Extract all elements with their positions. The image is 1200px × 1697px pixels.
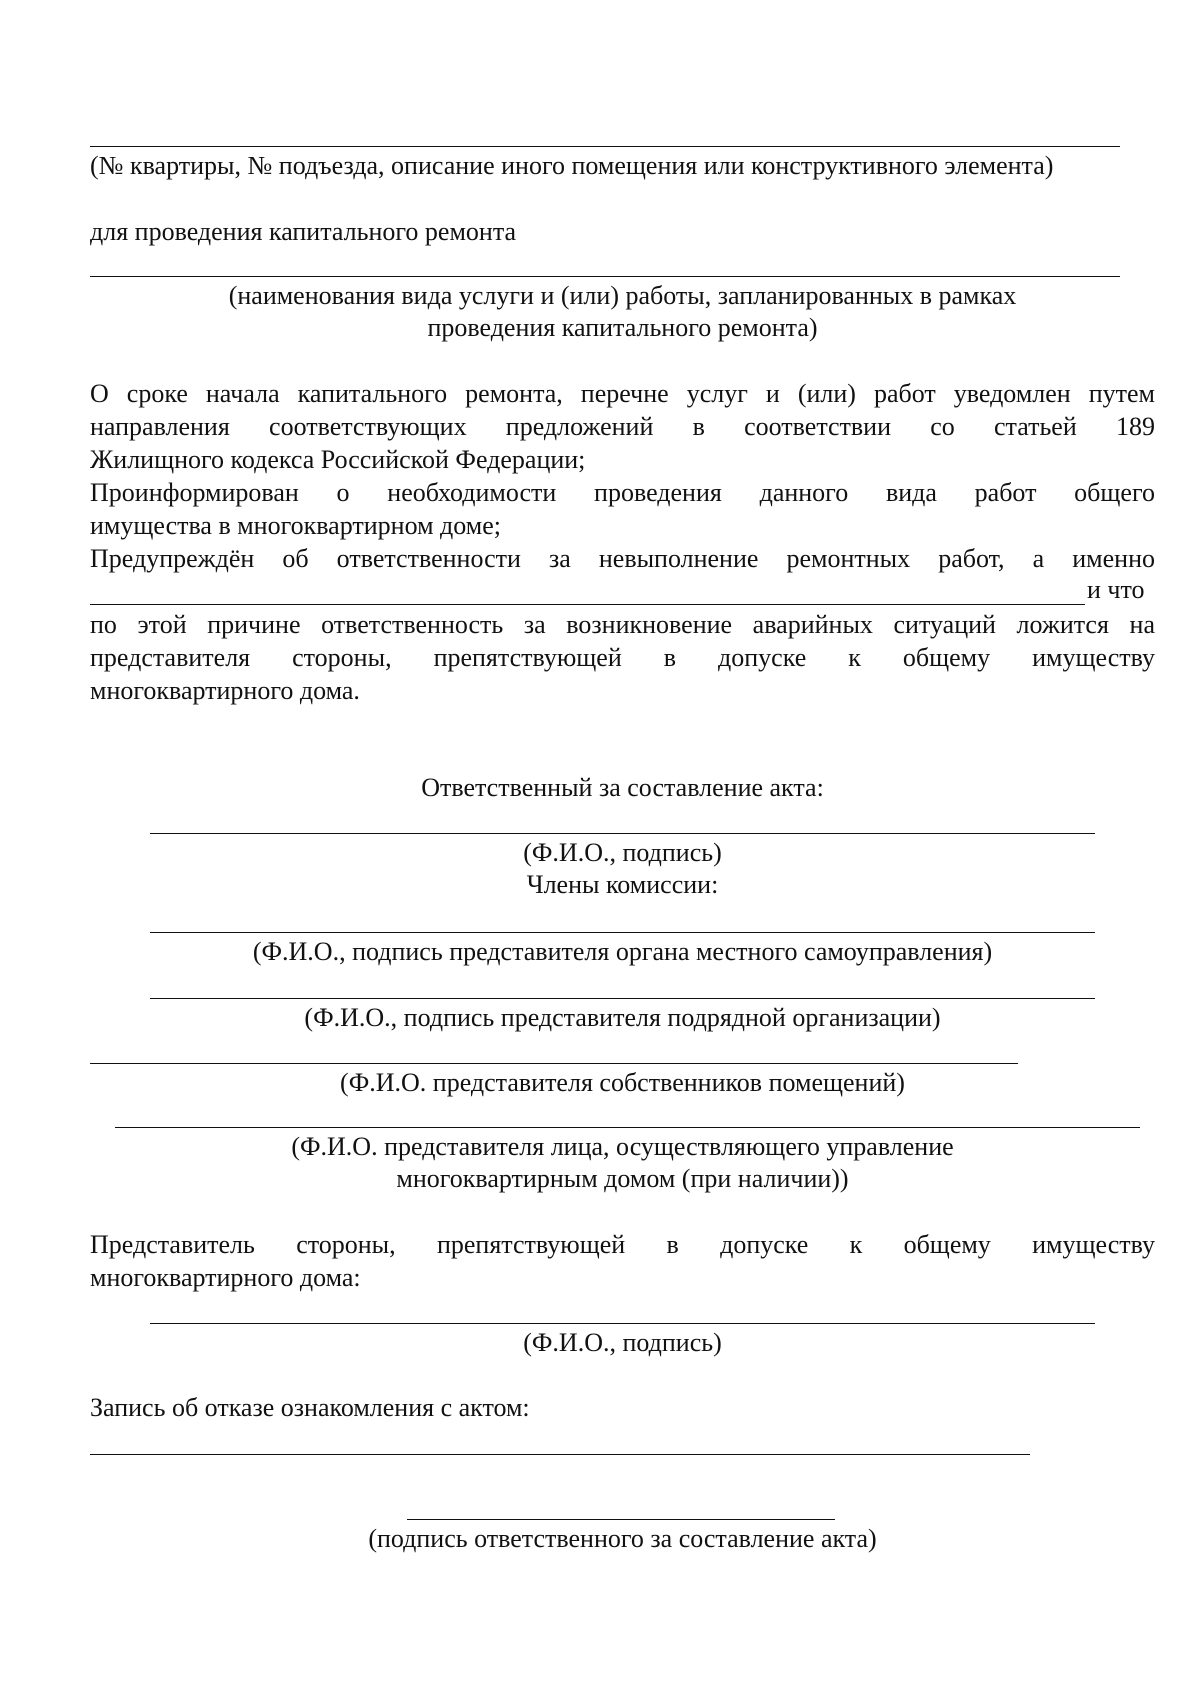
refusal-record-fill-line — [90, 1454, 1030, 1455]
responsible-final-signature-caption: (подпись ответственного за составление акта) — [368, 1524, 877, 1553]
responsible-final-signature-line — [407, 1519, 835, 1520]
service-fill-line — [90, 276, 1120, 277]
contractor-signature-line — [150, 998, 1095, 999]
apartment-fill-line — [90, 146, 1120, 147]
obstructing-party-line2: многоквартирного дома: — [90, 1263, 361, 1292]
local-gov-signature-line — [150, 932, 1095, 933]
warned-suffix: и что — [1087, 575, 1145, 604]
obstructing-party-fio-caption: (Ф.И.О., подпись) — [523, 1328, 722, 1357]
informed-paragraph-line2: имущества в многоквартирном доме; — [90, 511, 501, 540]
refusal-record-label: Запись об отказе ознакомления с актом: — [90, 1393, 530, 1422]
notification-paragraph-line3: Жилищного кодекса Российской Федерации; — [90, 445, 586, 474]
apartment-caption: (№ квартиры, № подъезда, описание иного помещения или конструктивного элемента) — [90, 151, 1054, 180]
owners-signature-line — [90, 1063, 1018, 1064]
responsible-fio-caption: (Ф.И.О., подпись) — [523, 838, 722, 867]
notification-paragraph-line2: направления соответствующих предложений в соответствии со статьей 189 — [90, 412, 1155, 441]
local-gov-caption: (Ф.И.О., подпись представителя органа местного самоуправления) — [252, 937, 993, 966]
warned-paragraph-line1: Предупреждён об ответственности за невыполнение ремонтных работ, а именно — [90, 544, 1155, 573]
warned-paragraph-line4: представителя стороны, препятствующей в допуске к общему имуществу — [90, 643, 1155, 672]
manager-signature-line — [115, 1127, 1140, 1128]
responsible-heading: Ответственный за составление акта: — [421, 773, 824, 802]
warned-paragraph-line5: многоквартирного дома. — [90, 676, 360, 705]
responsible-signature-line — [150, 833, 1095, 834]
warned-paragraph-line3: по этой причине ответственность за возникновение аварийных ситуаций ложится на — [90, 610, 1155, 639]
purpose-line: для проведения капитального ремонта — [90, 217, 517, 246]
manager-caption-line2: многоквартирным домом (при наличии)) — [396, 1164, 849, 1193]
notification-paragraph-line1: О сроке начала капитального ремонта, перечне услуг и (или) работ уведомлен путем — [90, 379, 1155, 408]
informed-paragraph-line1: Проинформирован о необходимости проведения данного вида работ общего — [90, 478, 1155, 507]
manager-caption-line1: (Ф.И.О. представителя лица, осуществляющего управление — [291, 1132, 954, 1161]
contractor-caption: (Ф.И.О., подпись представителя подрядной организации) — [304, 1003, 941, 1032]
warned-fill-line — [90, 604, 1085, 605]
owners-caption: (Ф.И.О. представителя собственников помещений) — [340, 1068, 905, 1097]
obstructing-party-line1: Представитель стороны, препятствующей в допуске к общему имуществу — [90, 1230, 1155, 1259]
service-caption-line1: (наименования вида услуги и (или) работы, запланированных в рамках — [228, 281, 1017, 310]
obstructing-party-signature-line — [150, 1323, 1095, 1324]
service-caption-line2: проведения капитального ремонта) — [427, 313, 818, 342]
commission-heading: Члены комиссии: — [526, 870, 719, 899]
